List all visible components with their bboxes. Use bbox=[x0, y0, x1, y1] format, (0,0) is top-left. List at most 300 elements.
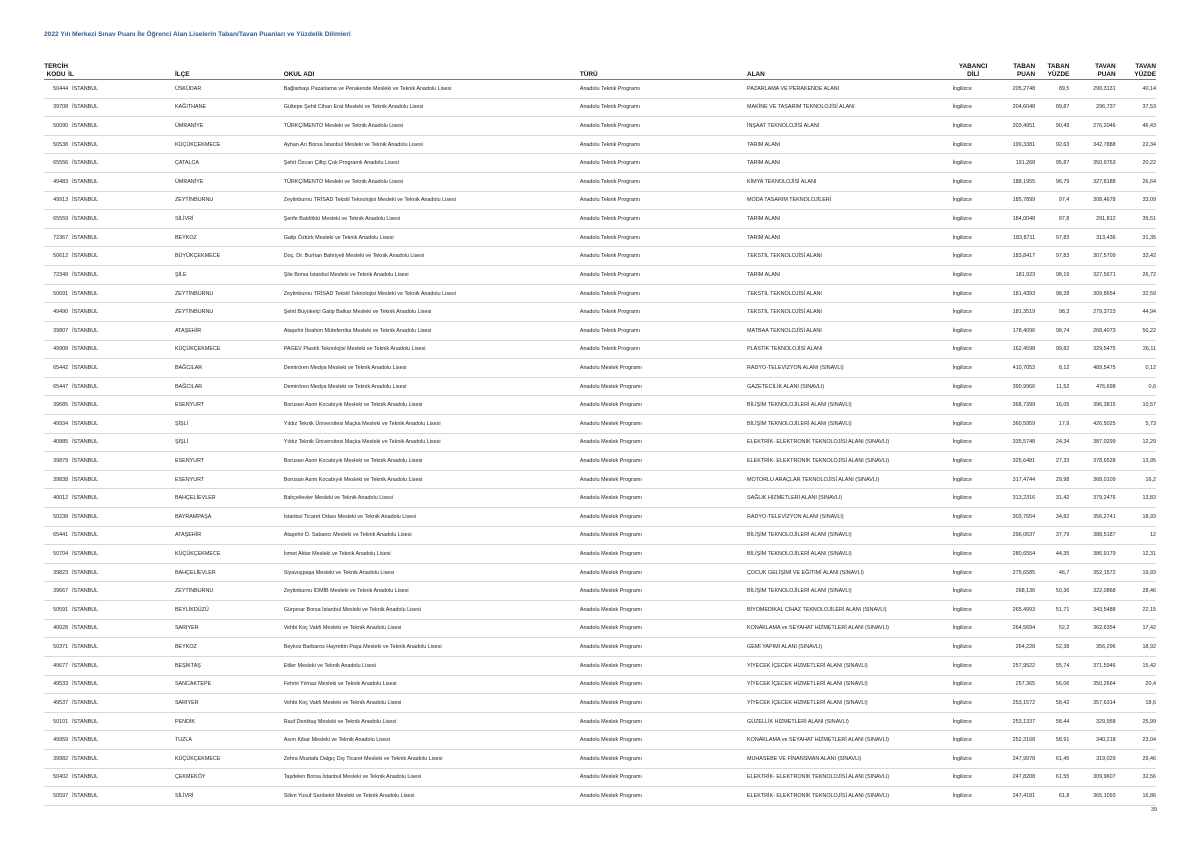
cell-alan: GEMİ YAPIMI ALANI (SINAVLI) bbox=[747, 638, 952, 657]
cell-tavan-yuzde: 5,73 bbox=[1116, 414, 1156, 433]
cell-turu: Anadolu Meslek Programı bbox=[580, 508, 747, 527]
cell-taban-puan: 183,8417 bbox=[994, 247, 1035, 266]
cell-ilce: BÜYÜKÇEKMECE bbox=[175, 247, 284, 266]
cell-yabanci-dili: İngilizce bbox=[953, 173, 994, 192]
cell-okul-adi: İsmet Aktar Mesleki ve Teknik Anadolu Lisesi bbox=[284, 545, 580, 564]
cell-taban-yuzde: 58,42 bbox=[1035, 694, 1069, 713]
cell-taban-yuzde: 11,52 bbox=[1035, 377, 1069, 396]
cell-okul-adi: PAGEV Plastik Teknolojisi Mesleki ve Teknik Anadolu Lisesi bbox=[284, 340, 580, 359]
cell-ilce: SARIYER bbox=[175, 619, 284, 638]
cell-tavan-puan: 308,4678 bbox=[1069, 191, 1115, 210]
cell-il: İSTANBUL bbox=[68, 266, 175, 285]
cell-turu: Anadolu Meslek Programı bbox=[580, 526, 747, 545]
cell-yabanci-dili: İngilizce bbox=[953, 98, 994, 117]
cell-tavan-yuzde: 28,46 bbox=[1116, 582, 1156, 601]
cell-tavan-puan: 268,4073 bbox=[1069, 321, 1115, 340]
cell-tercih-kodu: 49533 bbox=[44, 675, 68, 694]
cell-taban-yuzde: 52,38 bbox=[1035, 638, 1069, 657]
cell-ilce: SARIYER bbox=[175, 694, 284, 713]
cell-taban-yuzde: 31,42 bbox=[1035, 489, 1069, 508]
table-row bbox=[44, 452, 1156, 471]
cell-tavan-puan: 426,5025 bbox=[1069, 414, 1115, 433]
cell-taban-yuzde: 37,79 bbox=[1035, 526, 1069, 545]
cell-tavan-yuzde: 0,6 bbox=[1116, 377, 1156, 396]
table-row bbox=[44, 377, 1156, 396]
cell-taban-yuzde: 89,5 bbox=[1035, 80, 1069, 99]
cell-okul-adi: Zeytinburnu İDMİB Mesleki ve Teknik Anadolu Lisesi bbox=[284, 582, 580, 601]
cell-taban-yuzde: 97,83 bbox=[1035, 247, 1069, 266]
cell-okul-adi: Ataşehir D. Sabancı Mesleki ve Teknik Anadolu Lisesi bbox=[284, 526, 580, 545]
cell-tercih-kodu: 65442 bbox=[44, 359, 68, 378]
cell-okul-adi: Şehit Özcan Çiftçi Çok Programlı Anadolu Lisesi bbox=[284, 154, 580, 173]
cell-turu: Anadolu Teknik Programı bbox=[580, 210, 747, 229]
cell-tercih-kodu: 72367 bbox=[44, 228, 68, 247]
cell-il: İSTANBUL bbox=[68, 433, 175, 452]
cell-ilce: ZEYTİNBURNU bbox=[175, 284, 284, 303]
cell-okul-adi: Zeytinburnu TRİSAD Tekstil Teknolojisi Mesleki ve Teknik Anadolu Lisesi bbox=[284, 284, 580, 303]
cell-alan: PAZARLAMA VE PERAKENDE ALANI bbox=[747, 80, 952, 99]
table-row bbox=[44, 210, 1156, 229]
cell-taban-puan: 264,5694 bbox=[994, 619, 1035, 638]
cell-turu: Anadolu Teknik Programı bbox=[580, 266, 747, 285]
cell-tavan-yuzde: 50,22 bbox=[1116, 321, 1156, 340]
cell-taban-puan: 181,923 bbox=[994, 266, 1035, 285]
cell-taban-puan: 303,7654 bbox=[994, 508, 1035, 527]
cell-taban-puan: 325,6481 bbox=[994, 452, 1035, 471]
cell-taban-yuzde: 24,34 bbox=[1035, 433, 1069, 452]
cell-tavan-puan: 387,0299 bbox=[1069, 433, 1115, 452]
cell-turu: Anadolu Meslek Programı bbox=[580, 619, 747, 638]
cell-turu: Anadolu Teknik Programı bbox=[580, 321, 747, 340]
cell-taban-yuzde: 55,74 bbox=[1035, 656, 1069, 675]
cell-okul-adi: Şile Borsa İstanbul Mesleki ve Teknik Anadolu Lisesi bbox=[284, 266, 580, 285]
table-row bbox=[44, 601, 1156, 620]
table-row bbox=[44, 489, 1156, 508]
cell-taban-yuzde: 95,87 bbox=[1035, 154, 1069, 173]
cell-okul-adi: İstanbul Ticaret Odası Mesleki ve Teknik Anadolu Lisesi bbox=[284, 508, 580, 527]
cell-tavan-yuzde: 25,99 bbox=[1116, 712, 1156, 731]
cell-tercih-kodu: 49913 bbox=[44, 191, 68, 210]
cell-ilce: SİLİVRİ bbox=[175, 787, 284, 806]
cell-il: İSTANBUL bbox=[68, 526, 175, 545]
cell-alan: MUHASEBE VE FİNANSMAN ALANI (SINAVLI) bbox=[747, 749, 952, 768]
cell-alan: BİLİŞİM TEKNOLOJİLERİ ALANI (SINAVLI) bbox=[747, 396, 952, 415]
cell-ilce: SANCAKTEPE bbox=[175, 675, 284, 694]
cell-il: İSTANBUL bbox=[68, 340, 175, 359]
cell-tavan-yuzde: 10,57 bbox=[1116, 396, 1156, 415]
cell-taban-puan: 181,3519 bbox=[994, 303, 1035, 322]
cell-alan: SAĞLIK HİZMETLERİ ALANI (SINAVLI) bbox=[747, 489, 952, 508]
cell-ilce: BAHÇELİEVLER bbox=[175, 489, 284, 508]
cell-tavan-puan: 368,0109 bbox=[1069, 470, 1115, 489]
cell-alan: TEKSTİL TEKNOLOJİSİ ALANI bbox=[747, 284, 952, 303]
cell-taban-puan: 390,9966 bbox=[994, 377, 1035, 396]
cell-alan: PLASTİK TEKNOLOJİSİ ALANI bbox=[747, 340, 952, 359]
cell-il: İSTANBUL bbox=[68, 768, 175, 787]
cell-yabanci-dili: İngilizce bbox=[953, 303, 994, 322]
cell-alan: BİLİŞİM TEKNOLOJİLERİ ALANI (SINAVLI) bbox=[747, 526, 952, 545]
cell-turu: Anadolu Meslek Programı bbox=[580, 396, 747, 415]
cell-turu: Anadolu Meslek Programı bbox=[580, 452, 747, 471]
cell-yabanci-dili: İngilizce bbox=[953, 470, 994, 489]
cell-tavan-yuzde: 26,11 bbox=[1116, 340, 1156, 359]
header-yabanci-dili: YABANCI DİLİ bbox=[953, 54, 994, 80]
cell-okul-adi: Borusan Asım Kocabıyık Mesleki ve Teknik Anadolu Lisesi bbox=[284, 452, 580, 471]
cell-tavan-puan: 489,5475 bbox=[1069, 359, 1115, 378]
cell-tercih-kodu: 39838 bbox=[44, 470, 68, 489]
cell-ilce: BEŞİKTAŞ bbox=[175, 656, 284, 675]
cell-yabanci-dili: İngilizce bbox=[953, 210, 994, 229]
cell-taban-yuzde: 58,91 bbox=[1035, 731, 1069, 750]
cell-turu: Anadolu Meslek Programı bbox=[580, 694, 747, 713]
cell-turu: Anadolu Meslek Programı bbox=[580, 638, 747, 657]
cell-ilce: ESENYURT bbox=[175, 396, 284, 415]
cell-tercih-kodu: 49537 bbox=[44, 694, 68, 713]
cell-ilce: BEYKOZ bbox=[175, 228, 284, 247]
cell-turu: Anadolu Meslek Programı bbox=[580, 712, 747, 731]
cell-il: İSTANBUL bbox=[68, 154, 175, 173]
cell-yabanci-dili: İngilizce bbox=[953, 359, 994, 378]
table-row bbox=[44, 80, 1156, 99]
cell-tavan-yuzde: 13,95 bbox=[1116, 452, 1156, 471]
table-row bbox=[44, 638, 1156, 657]
cell-okul-adi: Taşdelen Borsa İstanbul Mesleki ve Teknik Anadolu Lisesi bbox=[284, 768, 580, 787]
cell-taban-puan: 257,365 bbox=[994, 675, 1035, 694]
cell-tercih-kodu: 50444 bbox=[44, 80, 68, 99]
cell-yabanci-dili: İngilizce bbox=[953, 619, 994, 638]
cell-taban-yuzde: 97,8 bbox=[1035, 210, 1069, 229]
header-turu: TÜRÜ bbox=[580, 54, 747, 80]
cell-ilce: BEYKOZ bbox=[175, 638, 284, 657]
cell-alan: ELEKTRİK- ELEKTRONİK TEKNOLOJİSİ ALANI (SINAVLI) bbox=[747, 787, 952, 806]
cell-tavan-yuzde: 37,53 bbox=[1116, 98, 1156, 117]
cell-tercih-kodu: 40028 bbox=[44, 619, 68, 638]
cell-tavan-yuzde: 20,4 bbox=[1116, 675, 1156, 694]
cell-tercih-kodu: 65556 bbox=[44, 154, 68, 173]
cell-il: İSTANBUL bbox=[68, 210, 175, 229]
cell-taban-puan: 199,3381 bbox=[994, 135, 1035, 154]
cell-alan: TARIM ALANI bbox=[747, 135, 952, 154]
cell-okul-adi: Asım Kibar Mesleki ve Teknik Anadolu Lisesi bbox=[284, 731, 580, 750]
cell-il: İSTANBUL bbox=[68, 563, 175, 582]
cell-yabanci-dili: İngilizce bbox=[953, 191, 994, 210]
cell-taban-puan: 247,8208 bbox=[994, 768, 1035, 787]
cell-turu: Anadolu Meslek Programı bbox=[580, 545, 747, 564]
cell-tavan-puan: 322,0868 bbox=[1069, 582, 1115, 601]
cell-taban-puan: 275,6585 bbox=[994, 563, 1035, 582]
cell-alan: TARIM ALANI bbox=[747, 210, 952, 229]
cell-tercih-kodu: 50691 bbox=[44, 284, 68, 303]
cell-taban-yuzde: 16,05 bbox=[1035, 396, 1069, 415]
cell-tavan-yuzde: 40,14 bbox=[1116, 80, 1156, 99]
table-row bbox=[44, 117, 1156, 136]
table-row bbox=[44, 266, 1156, 285]
cell-tavan-puan: 279,3723 bbox=[1069, 303, 1115, 322]
cell-alan: KONAKLAMA ve SEYAHAT HİZMETLERİ ALANI (SINAVLI) bbox=[747, 619, 952, 638]
cell-tavan-yuzde: 16,86 bbox=[1116, 787, 1156, 806]
cell-tercih-kodu: 65441 bbox=[44, 526, 68, 545]
cell-il: İSTANBUL bbox=[68, 749, 175, 768]
cell-tavan-puan: 378,6528 bbox=[1069, 452, 1115, 471]
cell-taban-yuzde: 34,82 bbox=[1035, 508, 1069, 527]
cell-tavan-puan: 356,2741 bbox=[1069, 508, 1115, 527]
cell-alan: TEKSTİL TEKNOLOJİSİ ALANI bbox=[747, 303, 952, 322]
cell-taban-puan: 253,1572 bbox=[994, 694, 1035, 713]
cell-taban-puan: 317,4744 bbox=[994, 470, 1035, 489]
cell-taban-puan: 191,268 bbox=[994, 154, 1035, 173]
cell-okul-adi: Zeytinburnu TRİSAD Tekstil Teknolojisi Mesleki ve Teknik Anadolu Lisesi bbox=[284, 191, 580, 210]
cell-okul-adi: Yıldız Teknik Üniversitesi Maçka Mesleki ve Teknik Anadolu Lisesi bbox=[284, 433, 580, 452]
cell-okul-adi: Galip Öztürk Mesleki ve Teknik Anadolu Lisesi bbox=[284, 228, 580, 247]
cell-yabanci-dili: İngilizce bbox=[953, 433, 994, 452]
cell-tavan-yuzde: 15,42 bbox=[1116, 656, 1156, 675]
cell-taban-yuzde: 92,63 bbox=[1035, 135, 1069, 154]
cell-yabanci-dili: İngilizce bbox=[953, 526, 994, 545]
table-row bbox=[44, 656, 1156, 675]
cell-ilce: BAYRAMPAŞA bbox=[175, 508, 284, 527]
cell-yabanci-dili: İngilizce bbox=[953, 117, 994, 136]
cell-tavan-yuzde: 0,12 bbox=[1116, 359, 1156, 378]
cell-tavan-puan: 313,436 bbox=[1069, 228, 1115, 247]
cell-il: İSTANBUL bbox=[68, 712, 175, 731]
cell-tercih-kodu: 49934 bbox=[44, 414, 68, 433]
cell-yabanci-dili: İngilizce bbox=[953, 508, 994, 527]
table-row bbox=[44, 694, 1156, 713]
cell-taban-yuzde: 52,2 bbox=[1035, 619, 1069, 638]
cell-il: İSTANBUL bbox=[68, 117, 175, 136]
cell-taban-puan: 184,0048 bbox=[994, 210, 1035, 229]
header-taban-puan: TABAN PUAN bbox=[994, 54, 1035, 80]
cell-ilce: ESENYURT bbox=[175, 470, 284, 489]
cell-tercih-kodu: 49490 bbox=[44, 303, 68, 322]
cell-il: İSTANBUL bbox=[68, 619, 175, 638]
cell-tercih-kodu: 39667 bbox=[44, 582, 68, 601]
cell-turu: Anadolu Meslek Programı bbox=[580, 731, 747, 750]
cell-yabanci-dili: İngilizce bbox=[953, 321, 994, 340]
table-body bbox=[44, 80, 1156, 806]
cell-okul-adi: TÜRKÇİMENTO Mesleki ve Teknik Anadolu Lisesi bbox=[284, 173, 580, 192]
table-row bbox=[44, 787, 1156, 806]
table-row bbox=[44, 749, 1156, 768]
cell-alan: RADYO-TELEVİZYON ALANI (SINAVLI) bbox=[747, 508, 952, 527]
cell-okul-adi: Şerife Baldöktü Mesleki ve Teknik Anadolu Lisesi bbox=[284, 210, 580, 229]
cell-okul-adi: Etiler Mesleki ve Teknik Anadolu Lisesi bbox=[284, 656, 580, 675]
cell-yabanci-dili: İngilizce bbox=[953, 452, 994, 471]
cell-taban-yuzde: 17,9 bbox=[1035, 414, 1069, 433]
cell-alan: TARIM ALANI bbox=[747, 228, 952, 247]
cell-turu: Anadolu Meslek Programı bbox=[580, 656, 747, 675]
cell-il: İSTANBUL bbox=[68, 545, 175, 564]
cell-taban-puan: 203,4951 bbox=[994, 117, 1035, 136]
cell-tercih-kodu: 49959 bbox=[44, 731, 68, 750]
cell-alan: YİYECEK İÇECEK HİZMETLERİ ALANI (SINAVLI) bbox=[747, 656, 952, 675]
cell-tercih-kodu: 50090 bbox=[44, 117, 68, 136]
cell-alan: ELEKTRİK- ELEKTRONİK TEKNOLOJİSİ ALANI (SINAVLI) bbox=[747, 768, 952, 787]
cell-turu: Anadolu Teknik Programı bbox=[580, 340, 747, 359]
table-row bbox=[44, 508, 1156, 527]
cell-taban-yuzde: 46,7 bbox=[1035, 563, 1069, 582]
cell-taban-puan: 252,3168 bbox=[994, 731, 1035, 750]
cell-yabanci-dili: İngilizce bbox=[953, 656, 994, 675]
cell-taban-yuzde: 98,28 bbox=[1035, 284, 1069, 303]
page-number: 39 bbox=[1151, 807, 1157, 813]
cell-tavan-yuzde: 32,59 bbox=[1116, 284, 1156, 303]
cell-alan: ELEKTRİK- ELEKTRONİK TEKNOLOJİSİ ALANI (SINAVLI) bbox=[747, 452, 952, 471]
cell-tavan-yuzde: 46,43 bbox=[1116, 117, 1156, 136]
cell-taban-yuzde: 29,98 bbox=[1035, 470, 1069, 489]
cell-okul-adi: Bağlarbaşı Pazarlama ve Perakende Mesleki ve Teknik Anadolu Lisesi bbox=[284, 80, 580, 99]
cell-ilce: ÜSKÜDAR bbox=[175, 80, 284, 99]
cell-tavan-puan: 476,698 bbox=[1069, 377, 1115, 396]
cell-tavan-puan: 352,1572 bbox=[1069, 563, 1115, 582]
cell-yabanci-dili: İngilizce bbox=[953, 787, 994, 806]
cell-okul-adi: Gültepe Şehit Cihan Erat Mesleki ve Teknik Anadolu Lisesi bbox=[284, 98, 580, 117]
cell-tavan-puan: 307,5709 bbox=[1069, 247, 1115, 266]
cell-tavan-puan: 379,2476 bbox=[1069, 489, 1115, 508]
cell-tavan-puan: 276,2046 bbox=[1069, 117, 1115, 136]
cell-turu: Anadolu Meslek Programı bbox=[580, 675, 747, 694]
cell-yabanci-dili: İngilizce bbox=[953, 284, 994, 303]
cell-alan: TARIM ALANI bbox=[747, 266, 952, 285]
table-row bbox=[44, 98, 1156, 117]
table-row bbox=[44, 619, 1156, 638]
cell-yabanci-dili: İngilizce bbox=[953, 694, 994, 713]
cell-yabanci-dili: İngilizce bbox=[953, 675, 994, 694]
cell-alan: BİYOMEDİKAL CİHAZ TEKNOLOJİLERİ ALANI (SINAVLI) bbox=[747, 601, 952, 620]
cell-ilce: ŞİŞLİ bbox=[175, 414, 284, 433]
cell-tercih-kodu: 40885 bbox=[44, 433, 68, 452]
cell-tavan-yuzde: 19,93 bbox=[1116, 563, 1156, 582]
cell-taban-puan: 253,1337 bbox=[994, 712, 1035, 731]
cell-yabanci-dili: İngilizce bbox=[953, 80, 994, 99]
cell-tercih-kodu: 39708 bbox=[44, 98, 68, 117]
cell-tavan-yuzde: 16,2 bbox=[1116, 470, 1156, 489]
cell-yabanci-dili: İngilizce bbox=[953, 396, 994, 415]
cell-taban-yuzde: 50,36 bbox=[1035, 582, 1069, 601]
cell-tavan-puan: 365,1093 bbox=[1069, 787, 1115, 806]
cell-yabanci-dili: İngilizce bbox=[953, 768, 994, 787]
cell-taban-yuzde: 61,55 bbox=[1035, 768, 1069, 787]
cell-tavan-puan: 309,8654 bbox=[1069, 284, 1115, 303]
table-row bbox=[44, 321, 1156, 340]
cell-tavan-yuzde: 12 bbox=[1116, 526, 1156, 545]
cell-il: İSTANBUL bbox=[68, 135, 175, 154]
cell-yabanci-dili: İngilizce bbox=[953, 489, 994, 508]
cell-taban-puan: 296,0637 bbox=[994, 526, 1035, 545]
cell-okul-adi: Fehmi Yılmaz Mesleki ve Teknik Anadolu Lisesi bbox=[284, 675, 580, 694]
header-tavan-yuzde: TAVAN YÜZDE bbox=[1116, 54, 1156, 80]
cell-tercih-kodu: 40012 bbox=[44, 489, 68, 508]
cell-tavan-puan: 386,9179 bbox=[1069, 545, 1115, 564]
cell-tavan-yuzde: 44,94 bbox=[1116, 303, 1156, 322]
cell-okul-adi: Silivri Yusuf Sarıbekir Mesleki ve Teknik Anadolu Lisesi bbox=[284, 787, 580, 806]
cell-tavan-puan: 357,6314 bbox=[1069, 694, 1115, 713]
cell-turu: Anadolu Meslek Programı bbox=[580, 489, 747, 508]
cell-il: İSTANBUL bbox=[68, 414, 175, 433]
cell-ilce: KÜÇÜKÇEKMECE bbox=[175, 749, 284, 768]
cell-okul-adi: Doç. Dr. Burhan Bahriyeli Mesleki ve Teknik Anadolu Lisesi bbox=[284, 247, 580, 266]
cell-il: İSTANBUL bbox=[68, 321, 175, 340]
cell-yabanci-dili: İngilizce bbox=[953, 228, 994, 247]
cell-yabanci-dili: İngilizce bbox=[953, 712, 994, 731]
cell-okul-adi: Yıldız Teknik Üniversitesi Maçka Mesleki ve Teknik Anadolu Lisesi bbox=[284, 414, 580, 433]
cell-okul-adi: Demirören Medya Mesleki ve Teknik Anadolu Lisesi bbox=[284, 359, 580, 378]
cell-tavan-puan: 371,5946 bbox=[1069, 656, 1115, 675]
cell-alan: MAKİNE VE TASARIM TEKNOLOJİSİ ALANI bbox=[747, 98, 952, 117]
cell-il: İSTANBUL bbox=[68, 359, 175, 378]
cell-taban-puan: 265,4993 bbox=[994, 601, 1035, 620]
cell-tavan-yuzde: 33,42 bbox=[1116, 247, 1156, 266]
cell-alan: ÇOCUK GELİŞİMİ VE EĞİTİMİ ALANI (SINAVLI) bbox=[747, 563, 952, 582]
cell-tercih-kodu: 50371 bbox=[44, 638, 68, 657]
cell-turu: Anadolu Teknik Programı bbox=[580, 135, 747, 154]
cell-taban-puan: 268,136 bbox=[994, 582, 1035, 601]
cell-taban-puan: 185,7899 bbox=[994, 191, 1035, 210]
cell-yabanci-dili: İngilizce bbox=[953, 414, 994, 433]
cell-okul-adi: Gürpınar Borsa İstanbul Mesleki ve Teknik Anadolu Lisesi bbox=[284, 601, 580, 620]
cell-tavan-yuzde: 29,46 bbox=[1116, 749, 1156, 768]
cell-yabanci-dili: İngilizce bbox=[953, 154, 994, 173]
cell-ilce: BAHÇELİEVLER bbox=[175, 563, 284, 582]
cell-alan: YİYECEK İÇECEK HİZMETLERİ ALANI (SINAVLI) bbox=[747, 675, 952, 694]
cell-taban-puan: 181,4393 bbox=[994, 284, 1035, 303]
cell-il: İSTANBUL bbox=[68, 787, 175, 806]
cell-il: İSTANBUL bbox=[68, 303, 175, 322]
cell-yabanci-dili: İngilizce bbox=[953, 247, 994, 266]
cell-taban-yuzde: 98,3 bbox=[1035, 303, 1069, 322]
cell-alan: İNŞAAT TEKNOLOJİSİ ALANI bbox=[747, 117, 952, 136]
header-taban-yuzde: TABAN YÜZDE bbox=[1035, 54, 1069, 80]
cell-tavan-puan: 343,5488 bbox=[1069, 601, 1115, 620]
cell-tavan-puan: 342,7888 bbox=[1069, 135, 1115, 154]
cell-ilce: BAĞCILAR bbox=[175, 359, 284, 378]
cell-taban-puan: 360,5959 bbox=[994, 414, 1035, 433]
cell-okul-adi: Vehbi Koç Vakfı Mesleki ve Teknik Anadolu Lisesi bbox=[284, 694, 580, 713]
header-ilce: İLÇE bbox=[175, 54, 284, 80]
cell-yabanci-dili: İngilizce bbox=[953, 731, 994, 750]
cell-tercih-kodu: 65559 bbox=[44, 210, 68, 229]
cell-okul-adi: Vehbi Koç Vakfı Mesleki ve Teknik Anadolu Lisesi bbox=[284, 619, 580, 638]
cell-turu: Anadolu Teknik Programı bbox=[580, 80, 747, 99]
cell-tavan-yuzde: 31,35 bbox=[1116, 228, 1156, 247]
cell-yabanci-dili: İngilizce bbox=[953, 135, 994, 154]
cell-turu: Anadolu Meslek Programı bbox=[580, 601, 747, 620]
cell-tercih-kodu: 39982 bbox=[44, 749, 68, 768]
header-alan: ALAN bbox=[747, 54, 952, 80]
cell-okul-adi: Siyavuşpaşa Mesleki ve Teknik Anadolu Lisesi bbox=[284, 563, 580, 582]
table-row bbox=[44, 563, 1156, 582]
table-row bbox=[44, 675, 1156, 694]
cell-tavan-yuzde: 18,92 bbox=[1116, 638, 1156, 657]
cell-tavan-yuzde: 32,56 bbox=[1116, 768, 1156, 787]
table-row bbox=[44, 433, 1156, 452]
cell-taban-yuzde: 44,35 bbox=[1035, 545, 1069, 564]
cell-tavan-puan: 290,3131 bbox=[1069, 80, 1115, 99]
table-row bbox=[44, 340, 1156, 359]
cell-taban-puan: 313,2316 bbox=[994, 489, 1035, 508]
cell-ilce: KAĞITHANE bbox=[175, 98, 284, 117]
table-header-row bbox=[44, 54, 1156, 80]
cell-il: İSTANBUL bbox=[68, 638, 175, 657]
cell-alan: MODA TASARIM TEKNOLOJİLERİ bbox=[747, 191, 952, 210]
cell-tercih-kodu: 50704 bbox=[44, 545, 68, 564]
cell-yabanci-dili: İngilizce bbox=[953, 340, 994, 359]
header-tavan-puan: TAVAN PUAN bbox=[1069, 54, 1115, 80]
cell-il: İSTANBUL bbox=[68, 601, 175, 620]
cell-tavan-puan: 327,5671 bbox=[1069, 266, 1115, 285]
cell-ilce: ÇATALCA bbox=[175, 154, 284, 173]
cell-taban-puan: 162,4598 bbox=[994, 340, 1035, 359]
